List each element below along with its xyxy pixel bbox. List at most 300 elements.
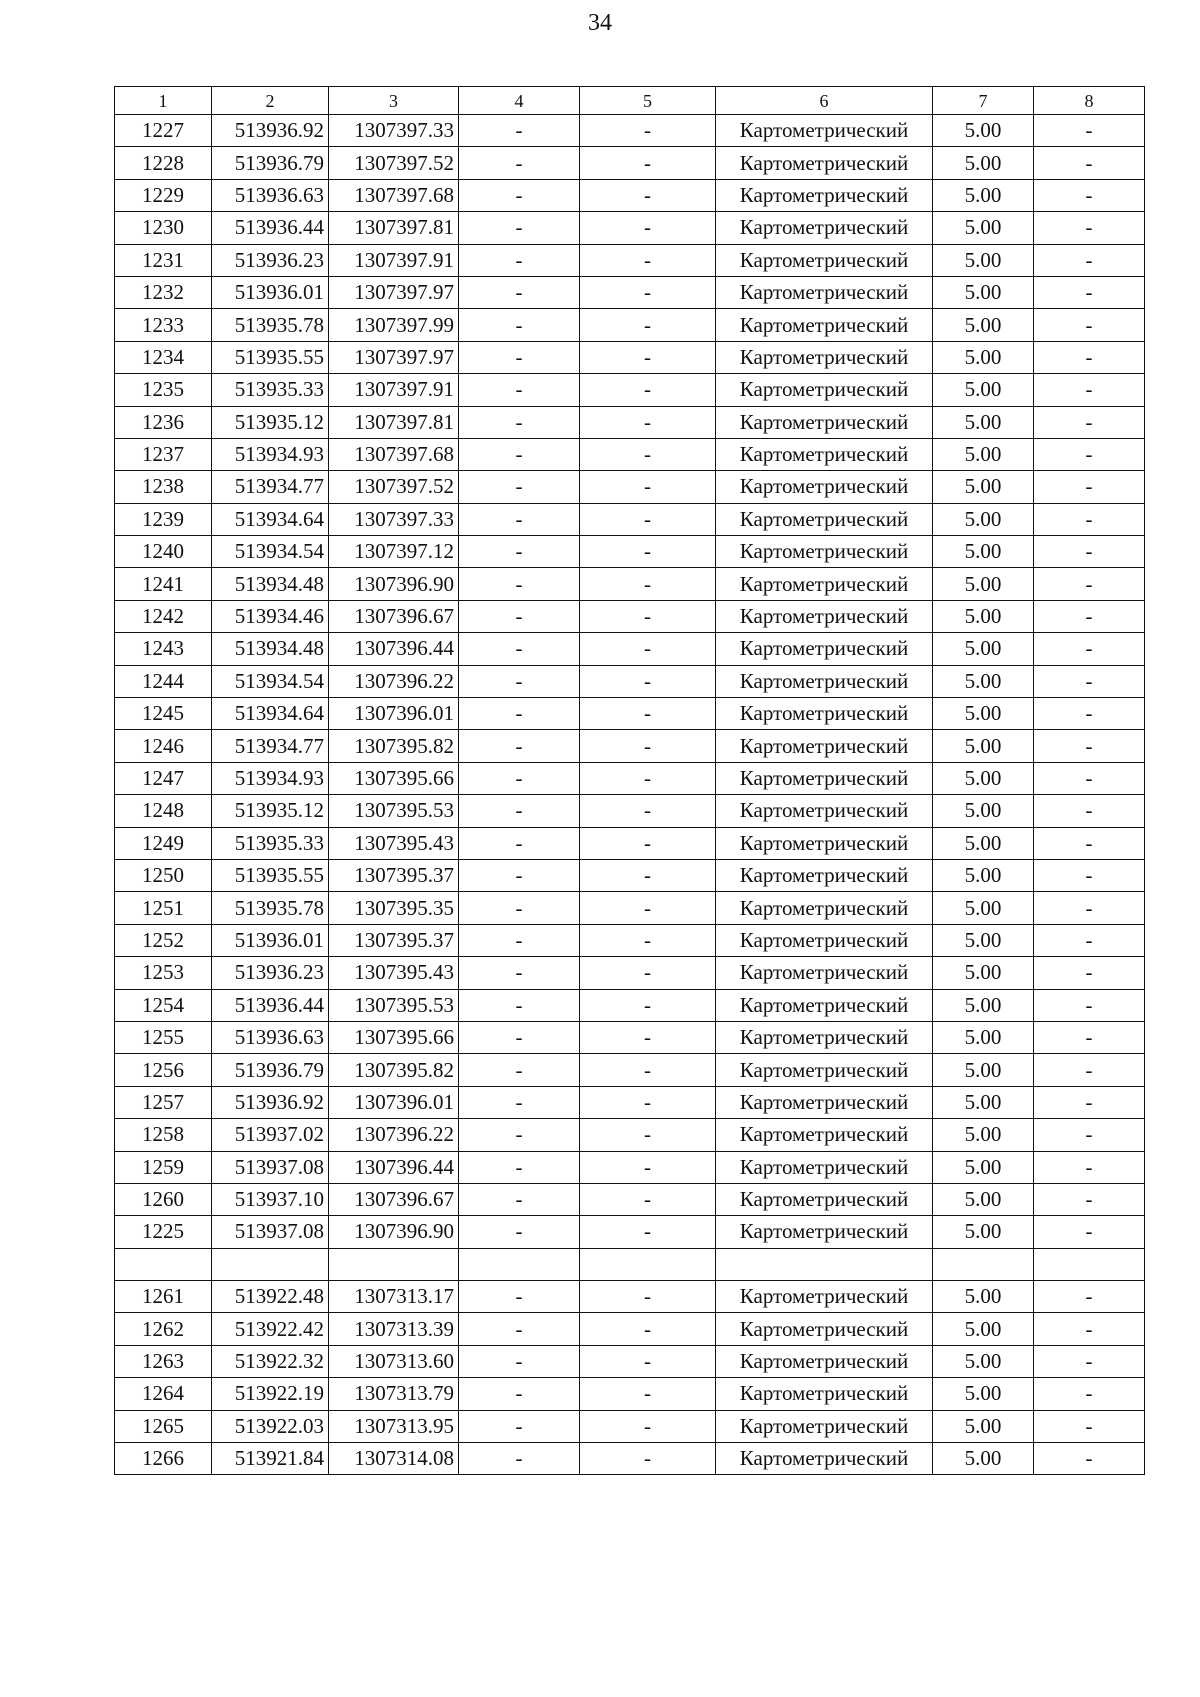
point-number-cell: 1244 [115,665,212,697]
method-cell: Картометрический [716,1313,933,1345]
column-5-cell: - [580,698,716,730]
x-coordinate-cell: 513934.46 [212,600,329,632]
column-4-cell: - [459,536,580,568]
y-coordinate-cell: 1307313.39 [329,1313,459,1345]
column-4-cell: - [459,665,580,697]
column-header-3: 3 [329,87,459,115]
accuracy-cell: 5.00 [933,1151,1034,1183]
table-row [115,698,1145,730]
point-number-cell: 1261 [115,1281,212,1313]
method-cell: Картометрический [716,924,933,956]
method-cell: Картометрический [716,762,933,794]
y-coordinate-cell: 1307395.43 [329,827,459,859]
table-row [115,568,1145,600]
table-row [115,1443,1145,1475]
column-5-cell: - [580,989,716,1021]
x-coordinate-cell [212,1248,329,1280]
column-5-cell: - [580,147,716,179]
method-cell: Картометрический [716,892,933,924]
column-4-cell: - [459,1443,580,1475]
x-coordinate-cell: 513936.44 [212,212,329,244]
accuracy-cell: 5.00 [933,1054,1034,1086]
column-5-cell: - [580,1378,716,1410]
column-header-1: 1 [115,87,212,115]
column-4-cell: - [459,1054,580,1086]
table-body [115,115,1145,1475]
column-4-cell: - [459,989,580,1021]
method-cell: Картометрический [716,374,933,406]
point-number-cell: 1225 [115,1216,212,1248]
accuracy-cell: 5.00 [933,989,1034,1021]
x-coordinate-cell: 513922.03 [212,1410,329,1442]
x-coordinate-cell: 513936.44 [212,989,329,1021]
table-row [115,536,1145,568]
point-number-cell: 1266 [115,1443,212,1475]
point-number-cell: 1228 [115,147,212,179]
point-number-cell: 1239 [115,503,212,535]
column-4-cell: - [459,698,580,730]
column-8-cell: - [1034,665,1145,697]
point-number-cell: 1264 [115,1378,212,1410]
x-coordinate-cell: 513936.63 [212,1021,329,1053]
column-4-cell: - [459,1021,580,1053]
point-number-cell: 1235 [115,374,212,406]
accuracy-cell: 5.00 [933,957,1034,989]
column-5-cell: - [580,762,716,794]
accuracy-cell: 5.00 [933,633,1034,665]
accuracy-cell: 5.00 [933,1183,1034,1215]
column-5-cell: - [580,730,716,762]
point-number-cell: 1248 [115,795,212,827]
point-number-cell: 1233 [115,309,212,341]
column-4-cell: - [459,600,580,632]
y-coordinate-cell: 1307396.22 [329,1119,459,1151]
accuracy-cell: 5.00 [933,1086,1034,1118]
table-row [115,179,1145,211]
column-8-cell: - [1034,600,1145,632]
method-cell: Картометрический [716,698,933,730]
y-coordinate-cell: 1307395.53 [329,795,459,827]
table-row [115,244,1145,276]
column-5-cell: - [580,1443,716,1475]
x-coordinate-cell: 513934.54 [212,665,329,697]
method-cell: Картометрический [716,600,933,632]
column-8-cell: - [1034,341,1145,373]
column-5-cell: - [580,1345,716,1377]
column-5-cell: - [580,179,716,211]
y-coordinate-cell: 1307395.66 [329,1021,459,1053]
column-4-cell: - [459,892,580,924]
accuracy-cell: 5.00 [933,438,1034,470]
point-number-cell: 1229 [115,179,212,211]
method-cell: Картометрический [716,1119,933,1151]
column-4-cell [459,1248,580,1280]
column-4-cell: - [459,1183,580,1215]
column-8-cell: - [1034,1443,1145,1475]
column-4-cell: - [459,1086,580,1118]
column-5-cell: - [580,795,716,827]
table-row [115,827,1145,859]
column-4-cell: - [459,1281,580,1313]
table-row [115,1410,1145,1442]
column-8-cell: - [1034,1021,1145,1053]
accuracy-cell: 5.00 [933,1119,1034,1151]
column-4-cell: - [459,1151,580,1183]
column-4-cell: - [459,147,580,179]
point-number-cell: 1252 [115,924,212,956]
accuracy-cell: 5.00 [933,924,1034,956]
column-4-cell: - [459,1119,580,1151]
column-8-cell: - [1034,1183,1145,1215]
accuracy-cell: 5.00 [933,471,1034,503]
column-5-cell: - [580,276,716,308]
x-coordinate-cell: 513934.64 [212,698,329,730]
point-number-cell: 1246 [115,730,212,762]
table-row [115,1216,1145,1248]
column-8-cell: - [1034,568,1145,600]
x-coordinate-cell: 513935.12 [212,795,329,827]
column-header-4: 4 [459,87,580,115]
accuracy-cell: 5.00 [933,1443,1034,1475]
table-row [115,924,1145,956]
accuracy-cell: 5.00 [933,827,1034,859]
point-number-cell: 1250 [115,859,212,891]
accuracy-cell: 5.00 [933,568,1034,600]
method-cell: Картометрический [716,341,933,373]
column-header-7: 7 [933,87,1034,115]
column-5-cell: - [580,1054,716,1086]
x-coordinate-cell: 513937.08 [212,1151,329,1183]
x-coordinate-cell: 513935.78 [212,309,329,341]
accuracy-cell: 5.00 [933,1313,1034,1345]
column-4-cell: - [459,341,580,373]
column-5-cell: - [580,212,716,244]
column-8-cell: - [1034,892,1145,924]
y-coordinate-cell: 1307313.17 [329,1281,459,1313]
y-coordinate-cell: 1307397.33 [329,115,459,147]
x-coordinate-cell: 513934.77 [212,471,329,503]
y-coordinate-cell: 1307397.68 [329,179,459,211]
y-coordinate-cell: 1307395.43 [329,957,459,989]
header-row [115,87,1145,115]
method-cell: Картометрический [716,1443,933,1475]
point-number-cell: 1243 [115,633,212,665]
point-number-cell: 1254 [115,989,212,1021]
column-8-cell: - [1034,1086,1145,1118]
x-coordinate-cell: 513936.01 [212,924,329,956]
y-coordinate-cell: 1307396.22 [329,665,459,697]
method-cell: Картометрический [716,1345,933,1377]
point-number-cell: 1262 [115,1313,212,1345]
column-4-cell: - [459,115,580,147]
y-coordinate-cell: 1307397.81 [329,406,459,438]
x-coordinate-cell: 513937.02 [212,1119,329,1151]
method-cell: Картометрический [716,827,933,859]
table-row [115,633,1145,665]
x-coordinate-cell: 513935.55 [212,859,329,891]
column-4-cell: - [459,633,580,665]
point-number-cell: 1230 [115,212,212,244]
column-8-cell: - [1034,698,1145,730]
y-coordinate-cell: 1307396.90 [329,568,459,600]
accuracy-cell: 5.00 [933,892,1034,924]
x-coordinate-cell: 513936.79 [212,147,329,179]
point-number-cell: 1258 [115,1119,212,1151]
column-4-cell: - [459,212,580,244]
x-coordinate-cell: 513934.64 [212,503,329,535]
point-number-cell [115,1248,212,1280]
column-5-cell: - [580,1151,716,1183]
column-8-cell: - [1034,438,1145,470]
column-4-cell: - [459,179,580,211]
method-cell: Картометрический [716,1054,933,1086]
point-number-cell: 1227 [115,115,212,147]
method-cell: Картометрический [716,859,933,891]
column-header-2: 2 [212,87,329,115]
method-cell: Картометрический [716,568,933,600]
accuracy-cell: 5.00 [933,536,1034,568]
column-5-cell: - [580,244,716,276]
point-number-cell: 1241 [115,568,212,600]
x-coordinate-cell: 513936.23 [212,957,329,989]
table-row [115,1378,1145,1410]
point-number-cell: 1257 [115,1086,212,1118]
column-8-cell: - [1034,471,1145,503]
column-5-cell: - [580,1410,716,1442]
table-row [115,406,1145,438]
method-cell: Картометрический [716,406,933,438]
y-coordinate-cell: 1307395.37 [329,924,459,956]
table-row [115,989,1145,1021]
column-8-cell: - [1034,1410,1145,1442]
y-coordinate-cell: 1307397.52 [329,147,459,179]
table-row [115,795,1145,827]
table-row [115,341,1145,373]
column-4-cell: - [459,276,580,308]
y-coordinate-cell: 1307396.01 [329,1086,459,1118]
method-cell: Картометрический [716,244,933,276]
accuracy-cell: 5.00 [933,762,1034,794]
column-5-cell: - [580,924,716,956]
column-4-cell: - [459,762,580,794]
column-5-cell [580,1248,716,1280]
column-5-cell: - [580,374,716,406]
accuracy-cell: 5.00 [933,795,1034,827]
y-coordinate-cell: 1307396.67 [329,1183,459,1215]
method-cell: Картометрический [716,1410,933,1442]
accuracy-cell: 5.00 [933,374,1034,406]
column-5-cell: - [580,665,716,697]
column-8-cell: - [1034,957,1145,989]
column-8-cell: - [1034,115,1145,147]
y-coordinate-cell: 1307395.35 [329,892,459,924]
column-8-cell: - [1034,212,1145,244]
x-coordinate-cell: 513935.78 [212,892,329,924]
column-5-cell: - [580,438,716,470]
x-coordinate-cell: 513922.32 [212,1345,329,1377]
column-4-cell: - [459,795,580,827]
column-4-cell: - [459,406,580,438]
column-8-cell: - [1034,406,1145,438]
accuracy-cell: 5.00 [933,1410,1034,1442]
accuracy-cell: 5.00 [933,600,1034,632]
method-cell: Картометрический [716,212,933,244]
y-coordinate-cell [329,1248,459,1280]
y-coordinate-cell: 1307397.12 [329,536,459,568]
accuracy-cell: 5.00 [933,179,1034,211]
point-number-cell: 1259 [115,1151,212,1183]
column-5-cell: - [580,1281,716,1313]
method-cell: Картометрический [716,633,933,665]
x-coordinate-cell: 513937.10 [212,1183,329,1215]
table-row [115,1313,1145,1345]
column-header-5: 5 [580,87,716,115]
y-coordinate-cell: 1307395.82 [329,730,459,762]
accuracy-cell: 5.00 [933,859,1034,891]
column-5-cell: - [580,1313,716,1345]
column-4-cell: - [459,827,580,859]
table-row [115,1345,1145,1377]
column-4-cell: - [459,859,580,891]
method-cell: Картометрический [716,179,933,211]
method-cell: Картометрический [716,989,933,1021]
x-coordinate-cell: 513936.23 [212,244,329,276]
y-coordinate-cell: 1307396.67 [329,600,459,632]
table-row [115,503,1145,535]
column-8-cell: - [1034,374,1145,406]
table-row [115,762,1145,794]
column-5-cell: - [580,892,716,924]
column-8-cell: - [1034,309,1145,341]
accuracy-cell: 5.00 [933,503,1034,535]
column-5-cell: - [580,471,716,503]
column-8-cell: - [1034,1281,1145,1313]
column-8-cell: - [1034,1119,1145,1151]
accuracy-cell: 5.00 [933,276,1034,308]
method-cell: Картометрический [716,438,933,470]
column-5-cell: - [580,406,716,438]
column-8-cell: - [1034,795,1145,827]
point-number-cell: 1237 [115,438,212,470]
column-4-cell: - [459,957,580,989]
column-5-cell: - [580,957,716,989]
x-coordinate-cell: 513934.48 [212,633,329,665]
accuracy-cell: 5.00 [933,309,1034,341]
column-8-cell: - [1034,1378,1145,1410]
point-number-cell: 1260 [115,1183,212,1215]
table-row [115,212,1145,244]
column-5-cell: - [580,600,716,632]
point-number-cell: 1232 [115,276,212,308]
table-row [115,115,1145,147]
x-coordinate-cell: 513936.01 [212,276,329,308]
method-cell: Картометрический [716,795,933,827]
column-8-cell: - [1034,503,1145,535]
x-coordinate-cell: 513935.12 [212,406,329,438]
column-5-cell: - [580,1216,716,1248]
table-row [115,892,1145,924]
point-number-cell: 1256 [115,1054,212,1086]
method-cell [716,1248,933,1280]
column-4-cell: - [459,924,580,956]
point-number-cell: 1240 [115,536,212,568]
accuracy-cell: 5.00 [933,1281,1034,1313]
column-8-cell: - [1034,989,1145,1021]
column-5-cell: - [580,568,716,600]
method-cell: Картометрический [716,115,933,147]
column-4-cell: - [459,438,580,470]
y-coordinate-cell: 1307395.53 [329,989,459,1021]
table-row [115,1151,1145,1183]
accuracy-cell: 5.00 [933,212,1034,244]
coordinates-table [114,86,1145,1475]
column-5-cell: - [580,827,716,859]
table-row [115,438,1145,470]
y-coordinate-cell: 1307397.68 [329,438,459,470]
column-4-cell: - [459,1410,580,1442]
column-8-cell: - [1034,1313,1145,1345]
column-4-cell: - [459,730,580,762]
column-4-cell: - [459,1378,580,1410]
column-8-cell: - [1034,1345,1145,1377]
y-coordinate-cell: 1307397.52 [329,471,459,503]
column-5-cell: - [580,633,716,665]
y-coordinate-cell: 1307397.97 [329,341,459,373]
accuracy-cell: 5.00 [933,115,1034,147]
accuracy-cell: 5.00 [933,406,1034,438]
column-8-cell: - [1034,924,1145,956]
y-coordinate-cell: 1307397.91 [329,374,459,406]
y-coordinate-cell: 1307396.01 [329,698,459,730]
point-number-cell: 1255 [115,1021,212,1053]
x-coordinate-cell: 513936.92 [212,1086,329,1118]
column-8-cell: - [1034,827,1145,859]
y-coordinate-cell: 1307314.08 [329,1443,459,1475]
method-cell: Картометрический [716,1378,933,1410]
point-number-cell: 1263 [115,1345,212,1377]
column-5-cell: - [580,1183,716,1215]
table-row [115,957,1145,989]
column-8-cell: - [1034,1054,1145,1086]
column-5-cell: - [580,115,716,147]
method-cell: Картометрический [716,1086,933,1118]
column-8-cell: - [1034,859,1145,891]
column-8-cell: - [1034,633,1145,665]
y-coordinate-cell: 1307397.99 [329,309,459,341]
x-coordinate-cell: 513935.33 [212,374,329,406]
table-row [115,1183,1145,1215]
accuracy-cell: 5.00 [933,1216,1034,1248]
column-4-cell: - [459,244,580,276]
method-cell: Картометрический [716,1183,933,1215]
y-coordinate-cell: 1307313.79 [329,1378,459,1410]
table-row [115,1248,1145,1280]
page-number: 34 [588,10,612,36]
column-5-cell: - [580,341,716,373]
point-number-cell: 1253 [115,957,212,989]
point-number-cell: 1265 [115,1410,212,1442]
column-8-cell: - [1034,536,1145,568]
y-coordinate-cell: 1307397.33 [329,503,459,535]
x-coordinate-cell: 513921.84 [212,1443,329,1475]
point-number-cell: 1238 [115,471,212,503]
accuracy-cell: 5.00 [933,341,1034,373]
column-8-cell: - [1034,179,1145,211]
x-coordinate-cell: 513935.33 [212,827,329,859]
x-coordinate-cell: 513936.92 [212,115,329,147]
method-cell: Картометрический [716,1151,933,1183]
column-4-cell: - [459,1313,580,1345]
